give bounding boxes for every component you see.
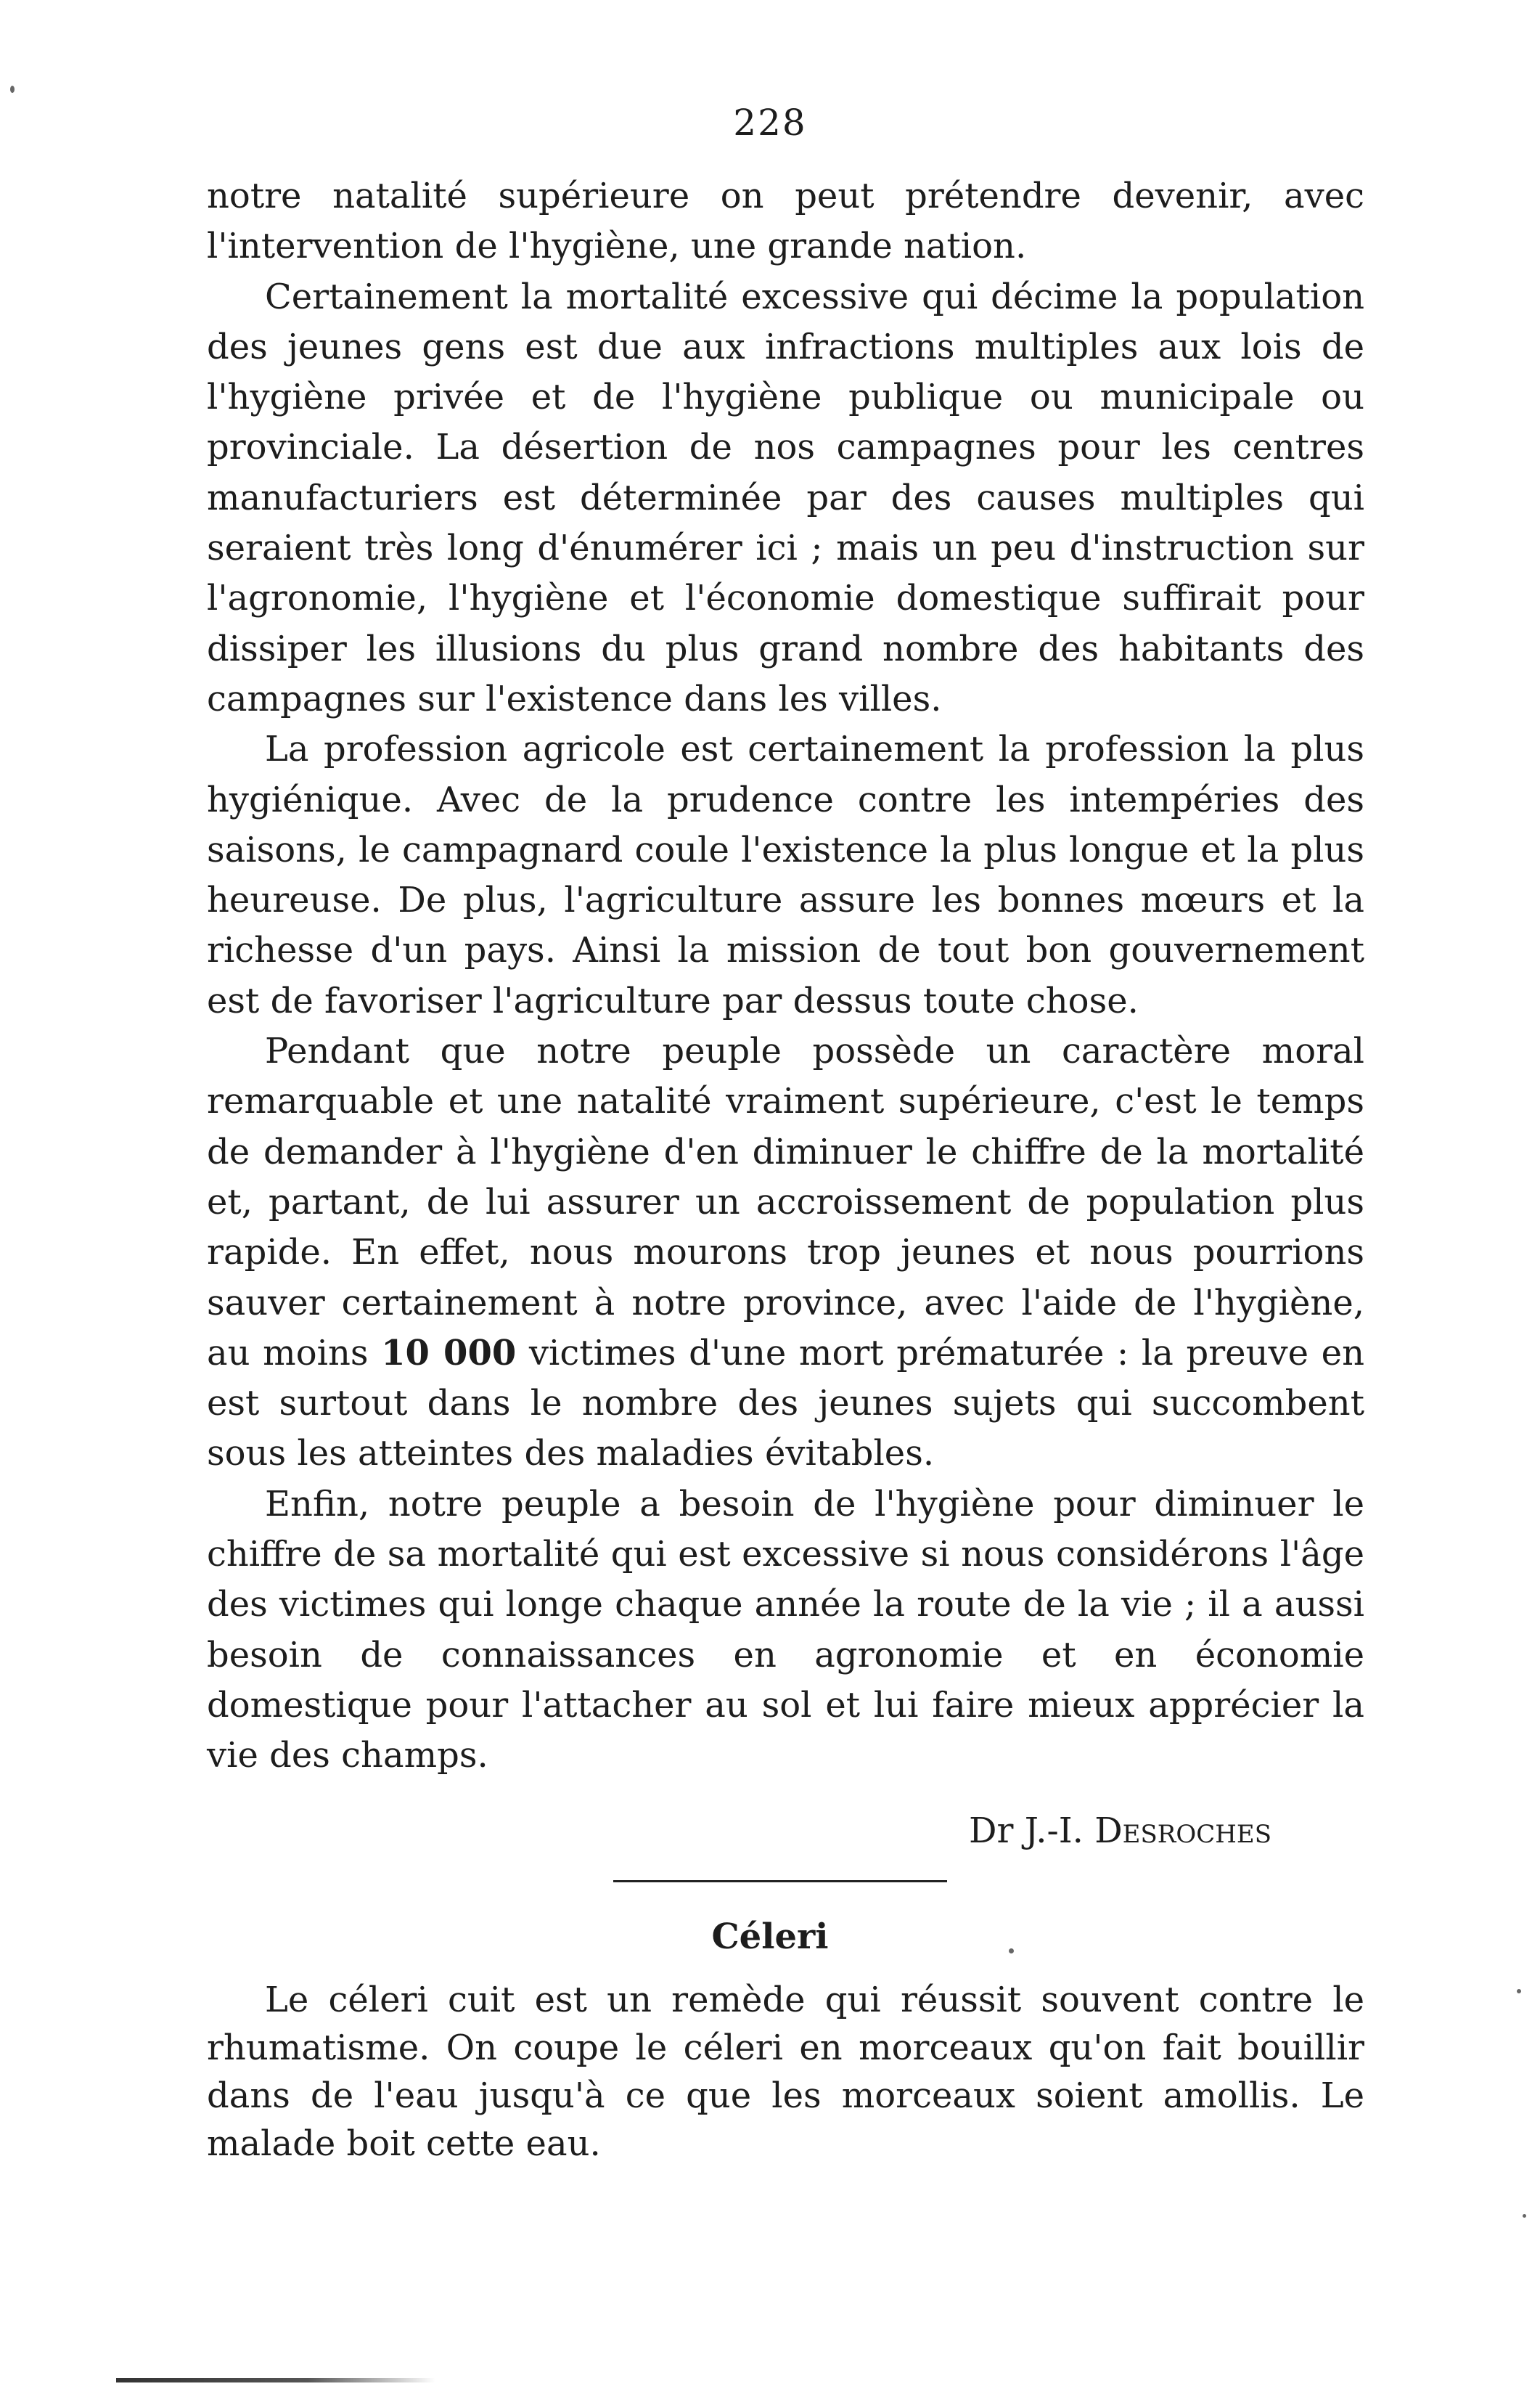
scan-speck bbox=[1517, 1989, 1521, 1993]
paragraph-mortalite: Certainement la mortalité excessive qui décime la population des jeunes gens est due aux infractions multiples aux lois de l'hygiène privée et de l'hygiène publique ou municipale ou provinciale. La désertion de nos campagnes pour les centres manufacturiers est déterminée par des causes multiples qui seraient très long d'énumérer ici ; mais un peu d'instruction sur l'agronomie, l'hygiène et l'économie domestique suffirait pour dissiper les illusions du plus grand nombre des habitants des campagnes sur l'existence dans les villes. bbox=[207, 276, 1364, 719]
section-paragraph: Le céleri cuit est un remède qui réussit souvent contre le rhumatisme. On coupe le céleri en morceaux qu'on fait bouillir dans de l'eau jusqu'à ce que les morceaux soient amollis. Le malade boit cette eau. bbox=[207, 1980, 1364, 2164]
scan-speck bbox=[1523, 2214, 1526, 2218]
signature-name: Desroches bbox=[1094, 1810, 1272, 1851]
paragraph-pendant-after: victimes d'une mort prématurée : la preuve en est surtout dans le nombre des jeunes sujets qui succombent sous les atteintes des maladies évitables. bbox=[207, 1332, 1364, 1474]
paragraph-pendant bbox=[207, 1026, 1364, 1479]
paragraph-continuation: notre natalité supérieure on peut prétendre devenir, avec l'intervention de l'hygiène, une grande nation. bbox=[207, 176, 1364, 267]
paragraph-enfin: Enfin, notre peuple a besoin de l'hygiène pour diminuer le chiffre de sa mortalité qui est excessive si nous considérons l'âge des victimes qui longe chaque année la route de la vie ; il a aussi besoin de connaissances en agronomie et en économie domestique pour l'attacher au sol et lui faire mieux apprécier la vie des champs. bbox=[207, 1483, 1364, 1776]
scan-edge-mark bbox=[116, 2378, 435, 2382]
scan-speck bbox=[10, 86, 15, 93]
signature-title: Dr bbox=[969, 1810, 1014, 1851]
article-body bbox=[207, 171, 1364, 1781]
signature-initials: J.-I. bbox=[1024, 1810, 1084, 1851]
paragraph-profession-agricole: La profession agricole est certainement la profession la plus hygiénique. Avec de la prudence contre les intempéries des saisons, le campagnard coule l'existence la plus longue et la plus heureuse. De plus, l'agriculture assure les bonnes mœurs et la richesse d'un pays. Ainsi la mission de tout bon gouvernement est de favoriser l'agriculture par dessus toute chose. bbox=[207, 729, 1364, 1021]
section-divider bbox=[613, 1880, 947, 1882]
section-body bbox=[207, 1976, 1364, 2168]
author-signature bbox=[969, 1810, 1271, 1851]
page-number: 228 bbox=[733, 102, 807, 144]
scan-speck bbox=[1009, 1948, 1014, 1953]
section-title: Céleri bbox=[711, 1916, 829, 1957]
bold-number: 10 000 bbox=[381, 1332, 517, 1373]
paragraph-pendant-before: Pendant que notre peuple possède un caractère moral remarquable et une natalité vraiment supérieure, c'est le temps de demander à l'hygiène d'en diminuer le chiffre de la mortalité et, partant, de lui assurer un accroissement de population plus rapide. En effet, nous mourons trop jeunes et nous pourrions sauver certainement à notre province, avec l'aide de l'hygiène, au moins bbox=[207, 1031, 1364, 1373]
